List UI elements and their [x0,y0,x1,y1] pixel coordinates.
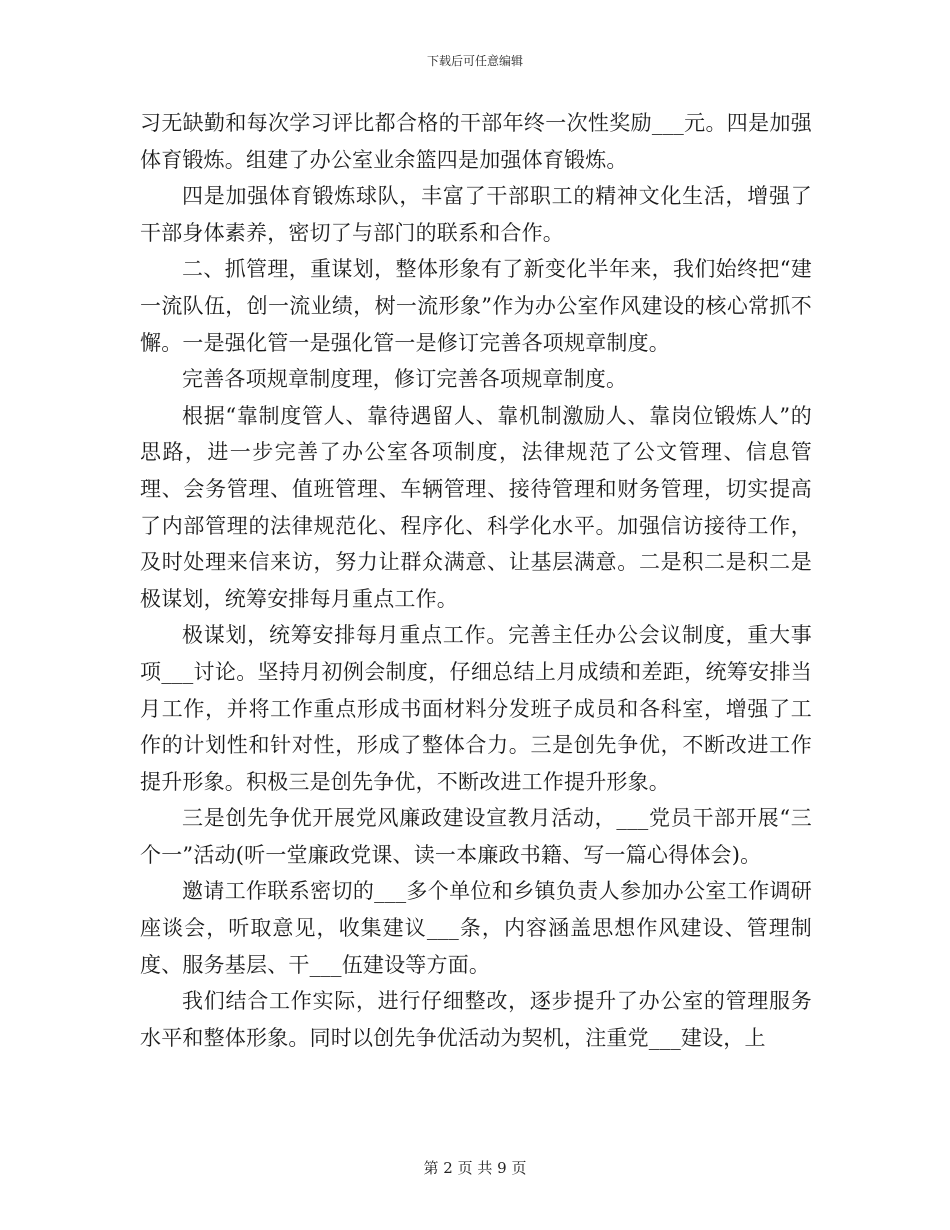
page-footer: 第 2 页 共 9 页 [423,1159,527,1177]
paragraph-7: 三是创先争优开展党风廉政建设宣教月活动，___党员干部开展“三个一”活动(听一堂廉政党课、读一本廉政书籍、写一篇心得体会)。 [140,806,812,867]
paragraph-8: 邀请工作联系密切的___多个单位和乡镇负责人参加办公室工作调研座谈会，听取意见，收集建议___条，内容涵盖思想作风建设、管理制度、服务基层、干___伍建设等方面。 [140,879,812,977]
paragraph-1: 习无缺勤和每次学习评比都合格的干部年终一次性奖励___元。四是加强体育锻炼。组建了办公室业余篮四是加强体育锻炼。 [140,111,812,172]
paragraph-2: 四是加强体育锻炼球队，丰富了干部职工的精神文化生活，增强了干部身体素养，密切了与部门的联系和合作。 [140,184,812,245]
document-body [140,105,812,1056]
paragraph-4: 完善各项规章制度理，修订完善各项规章制度。 [182,367,628,392]
paragraph-5: 根据“靠制度管人、靠待遇留人、靠机制激励人、靠岗位锻炼人”的思路，进一步完善了办公室各项制度，法律规范了公文管理、信息管理、会务管理、值班管理、车辆管理、接待管理和财务管理，切实提高了内部管理的法律规范化、程序化、科学化水平。加强信访接待工作，及时处理来信来访，努力让群众满意、让基层满意。二是积二是积二是极谋划，统筹安排每月重点工作。 [140,403,812,611]
paragraph-3: 二、抓管理，重谋划，整体形象有了新变化半年来，我们始终把“建一流队伍，创一流业绩，树一流形象”作为办公室作风建设的核心常抓不懈。一是强化管一是强化管一是修订完善各项规章制度。 [140,257,812,355]
paragraph-9: 我们结合工作实际，进行仔细整改，逐步提升了办公室的管理服务水平和整体形象。同时以创先争优活动为契机，注重党___建设，上 [140,989,812,1050]
paragraph-6: 极谋划，统筹安排每月重点工作。完善主任办公会议制度，重大事项___讨论。坚持月初例会制度，仔细总结上月成绩和差距，统筹安排当月工作，并将工作重点形成书面材料分发班子成员和各科室，增强了工作的计划性和针对性，形成了整体合力。三是创先争优，不断改进工作提升形象。积极三是创先争优，不断改进工作提升形象。 [140,623,812,794]
page-header: 下载后可任意编辑 [426,54,523,68]
